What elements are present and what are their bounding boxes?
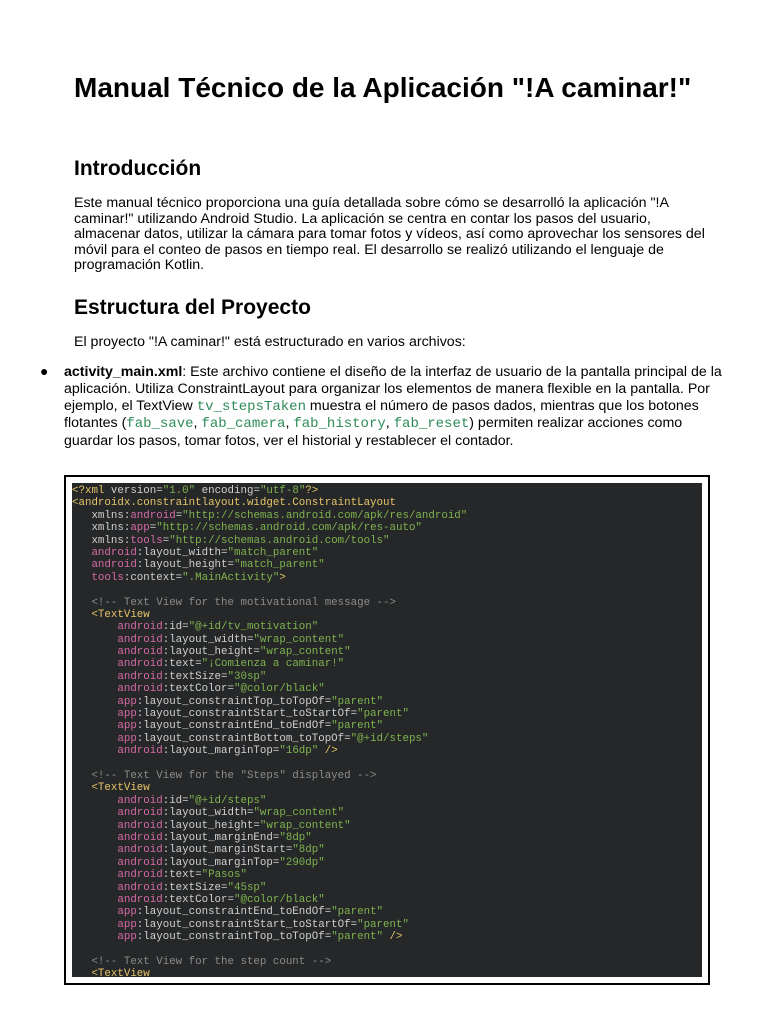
code-token: android — [72, 559, 137, 572]
code-token: android — [72, 670, 163, 683]
code-token: "http://schemas.android.com/apk/res-auto" — [156, 522, 422, 535]
code-line — [72, 683, 702, 695]
code-token: "¡Comienza a caminar!" — [201, 658, 345, 671]
code-token: "30sp" — [227, 670, 267, 683]
code-token: "match_parent" — [234, 559, 325, 572]
code-line — [72, 497, 702, 509]
code-token: "parent" — [331, 906, 384, 919]
code-line — [72, 510, 702, 522]
code-line — [72, 522, 702, 534]
code-token: android — [72, 794, 163, 807]
code-line — [72, 634, 702, 646]
inline-code-fab-history: fab_history — [293, 416, 386, 433]
code-token: app — [130, 522, 150, 535]
code-token: <androidx.constraintlayout.widget.ConstraintLayout — [72, 497, 396, 510]
code-token: app — [72, 931, 137, 944]
code-token: android — [72, 683, 163, 696]
code-token: app — [72, 906, 137, 919]
code-token: app — [72, 732, 137, 745]
code-token: "parent" — [331, 695, 384, 708]
code-token: :layout_marginStart= — [162, 844, 293, 857]
code-token — [72, 584, 78, 596]
bullet-separator-3: , — [385, 415, 394, 432]
code-line — [72, 547, 702, 559]
code-line — [72, 733, 702, 745]
code-token: android — [72, 869, 163, 882]
code-token: = — [149, 522, 157, 535]
code-line — [72, 894, 702, 906]
document-title: Manual Técnico de la Aplicación "!A caminar!" — [74, 72, 692, 103]
code-lines — [72, 483, 702, 977]
code-token: "parent" — [357, 918, 409, 931]
bullet-item-activity-main — [64, 364, 724, 450]
code-token: "utf-8" — [259, 485, 306, 497]
code-token: android — [72, 856, 163, 869]
bullet-separator-2: , — [285, 415, 294, 432]
code-token: "match_parent" — [227, 546, 319, 559]
code-token: :layout_width= — [136, 546, 228, 559]
code-token: "@+id/steps" — [188, 794, 267, 807]
code-line — [72, 720, 702, 732]
code-token: "http://schemas.android.com/apk/res/android" — [182, 509, 468, 522]
code-line — [72, 708, 702, 720]
code-token: :layout_width= — [162, 633, 254, 646]
code-token: "8dp" — [292, 844, 325, 857]
code-token: xmlns: — [72, 522, 131, 535]
code-line — [72, 609, 702, 621]
code-line — [72, 857, 702, 869]
code-token: "wrap_content" — [253, 633, 345, 646]
code-block-frame — [64, 475, 710, 985]
code-line — [72, 745, 702, 757]
code-token: :layout_height= — [162, 819, 260, 832]
code-line — [72, 572, 702, 584]
code-line — [72, 882, 702, 894]
code-line — [72, 696, 702, 708]
structure-heading: Estructura del Proyecto — [74, 296, 311, 319]
code-token: :id= — [162, 621, 189, 634]
code-token: android — [72, 831, 163, 844]
code-line — [72, 584, 702, 596]
code-token: android — [72, 633, 163, 646]
code-token — [72, 943, 78, 955]
code-token: android — [72, 546, 137, 559]
code-token: <!-- Text View for the "Steps" displayed --> — [72, 769, 377, 782]
inline-code-fab-camera: fab_camera — [201, 416, 286, 433]
code-line — [72, 671, 702, 683]
code-token: :layout_constraintTop_toTopOf= — [136, 931, 332, 944]
code-token: :layout_constraintEnd_toEndOf= — [136, 720, 332, 733]
bullet-text-2: muestra el número de pasos dados, mientras que los botones flotantes ( — [64, 397, 699, 432]
code-token: <!-- Text View for the motivational message --> — [72, 596, 396, 609]
code-token: encoding= — [195, 485, 260, 497]
bullet-text-1: : Este archivo contiene el diseño de la interfaz de usuario de la pantalla principal de la aplicación. Utiliza ConstraintLayout para organizar los elementos de manera flexible en la pantalla. Por ejemplo, el TextView — [64, 364, 722, 414]
code-line — [72, 485, 702, 497]
code-token: "@+id/steps" — [350, 732, 429, 745]
bullet-dot-icon: ● — [40, 363, 49, 379]
code-token: :id= — [162, 794, 189, 807]
code-token: :textSize= — [162, 881, 228, 894]
code-token: android — [72, 621, 163, 634]
code-token: /> — [383, 931, 403, 944]
code-token: app — [72, 918, 137, 931]
structure-paragraph: El proyecto "!A caminar!" está estructurado en varios archivos: — [74, 334, 466, 350]
code-line — [72, 906, 702, 918]
code-token: "@+id/tv_motivation" — [188, 621, 319, 634]
code-line — [72, 820, 702, 832]
code-token: "parent" — [331, 720, 384, 733]
code-line — [72, 931, 702, 943]
code-line — [72, 919, 702, 931]
code-token: :text= — [162, 869, 202, 882]
inline-code-tv-steps-taken: tv_stepsTaken — [196, 398, 306, 415]
code-token: <TextView — [72, 608, 150, 621]
code-token: :layout_width= — [162, 807, 254, 820]
code-token: "Pasos" — [201, 869, 247, 882]
intro-paragraph: Este manual técnico proporciona una guía detallada sobre cómo se desarrolló la aplicación "!A caminar!" utilizando Android Studio. La aplicación se centra en contar los pasos del usuario, almacenar datos, utilizar la cámara para tomar fotos y vídeos, así como aprovechar los sensores del móvil para el conteo de pasos en tiempo real. El desarrollo se realizó utilizando el lenguaje de programación Kotlin. — [74, 195, 705, 274]
code-token: "8dp" — [279, 831, 312, 844]
bullet-separator-1: , — [193, 415, 202, 432]
code-token: "@color/black" — [234, 683, 325, 696]
code-line — [72, 758, 702, 770]
code-token: app — [72, 708, 137, 721]
code-token: "wrap_content" — [253, 807, 345, 820]
code-line — [72, 968, 702, 977]
code-token: app — [72, 695, 137, 708]
code-line — [72, 832, 702, 844]
code-token: "parent" — [357, 708, 409, 721]
code-token: <TextView — [72, 968, 150, 977]
code-line — [72, 943, 702, 955]
code-token: "parent" — [331, 931, 384, 944]
code-token: android — [72, 745, 163, 758]
code-token: :layout_constraintStart_toStartOf= — [136, 918, 358, 931]
code-line — [72, 844, 702, 856]
code-line — [72, 807, 702, 819]
code-token: android — [72, 881, 163, 894]
code-token: version= — [110, 485, 163, 497]
intro-heading: Introducción — [74, 157, 202, 180]
code-token: :layout_marginEnd= — [162, 831, 280, 844]
code-token: <!-- Text View for the step count --> — [72, 955, 332, 968]
code-token: <TextView — [72, 782, 150, 795]
code-token: android — [72, 893, 163, 906]
code-token: "wrap_content" — [259, 819, 351, 832]
inline-code-fab-save: fab_save — [126, 416, 194, 433]
code-token: :layout_constraintStart_toStartOf= — [136, 708, 358, 721]
code-line — [72, 535, 702, 547]
code-token: "http://schemas.android.com/tools" — [169, 534, 390, 547]
code-token: <?xml — [72, 485, 111, 497]
code-token: tools — [72, 571, 124, 584]
code-token: xmlns: — [72, 534, 131, 547]
code-token: :layout_height= — [162, 646, 260, 659]
code-token: /> — [318, 745, 338, 758]
code-token: tools — [130, 534, 163, 547]
code-token: android — [72, 844, 163, 857]
code-line — [72, 770, 702, 782]
code-line — [72, 956, 702, 968]
code-token: :layout_height= — [136, 559, 234, 572]
code-token: :layout_marginTop= — [162, 745, 280, 758]
code-token — [72, 758, 78, 770]
code-line — [72, 646, 702, 658]
code-token: :textColor= — [162, 683, 234, 696]
code-token: "@color/black" — [234, 893, 325, 906]
code-line — [72, 658, 702, 670]
code-line — [72, 597, 702, 609]
bullet-text-3: ) permiten realizar acciones como guardar los pasos, tomar fotos, ver el historial y restablecer el contador. — [64, 415, 683, 450]
code-token: :text= — [162, 658, 202, 671]
code-token: xmlns: — [72, 509, 131, 522]
code-token: android — [72, 819, 163, 832]
code-token: android — [130, 509, 176, 522]
code-token: "wrap_content" — [259, 646, 351, 659]
code-line — [72, 621, 702, 633]
code-token: :context= — [123, 571, 183, 584]
code-token: = — [175, 509, 183, 522]
code-token: ".MainActivity" — [182, 571, 280, 584]
code-line — [72, 869, 702, 881]
code-token: "16dp" — [279, 745, 319, 758]
code-line — [72, 795, 702, 807]
code-token: ?> — [305, 485, 319, 497]
code-token: "45sp" — [227, 881, 267, 894]
code-token: android — [72, 646, 163, 659]
code-line — [72, 559, 702, 571]
code-token: app — [72, 720, 137, 733]
code-token: :layout_marginTop= — [162, 856, 280, 869]
code-token: :layout_constraintBottom_toTopOf= — [136, 732, 351, 745]
code-token: "290dp" — [279, 856, 325, 869]
code-token: > — [279, 571, 286, 584]
inline-code-fab-reset: fab_reset — [393, 416, 470, 433]
code-token: :layout_constraintEnd_toEndOf= — [136, 906, 332, 919]
code-block — [72, 483, 702, 977]
code-token: :textColor= — [162, 893, 234, 906]
code-token: android — [72, 658, 163, 671]
code-token: :layout_constraintTop_toTopOf= — [136, 695, 332, 708]
bullet-file-name: activity_main.xml — [64, 364, 183, 380]
code-token: :textSize= — [162, 670, 228, 683]
code-token: "1.0" — [162, 485, 196, 497]
code-token: = — [162, 534, 170, 547]
code-line — [72, 782, 702, 794]
code-token: android — [72, 807, 163, 820]
